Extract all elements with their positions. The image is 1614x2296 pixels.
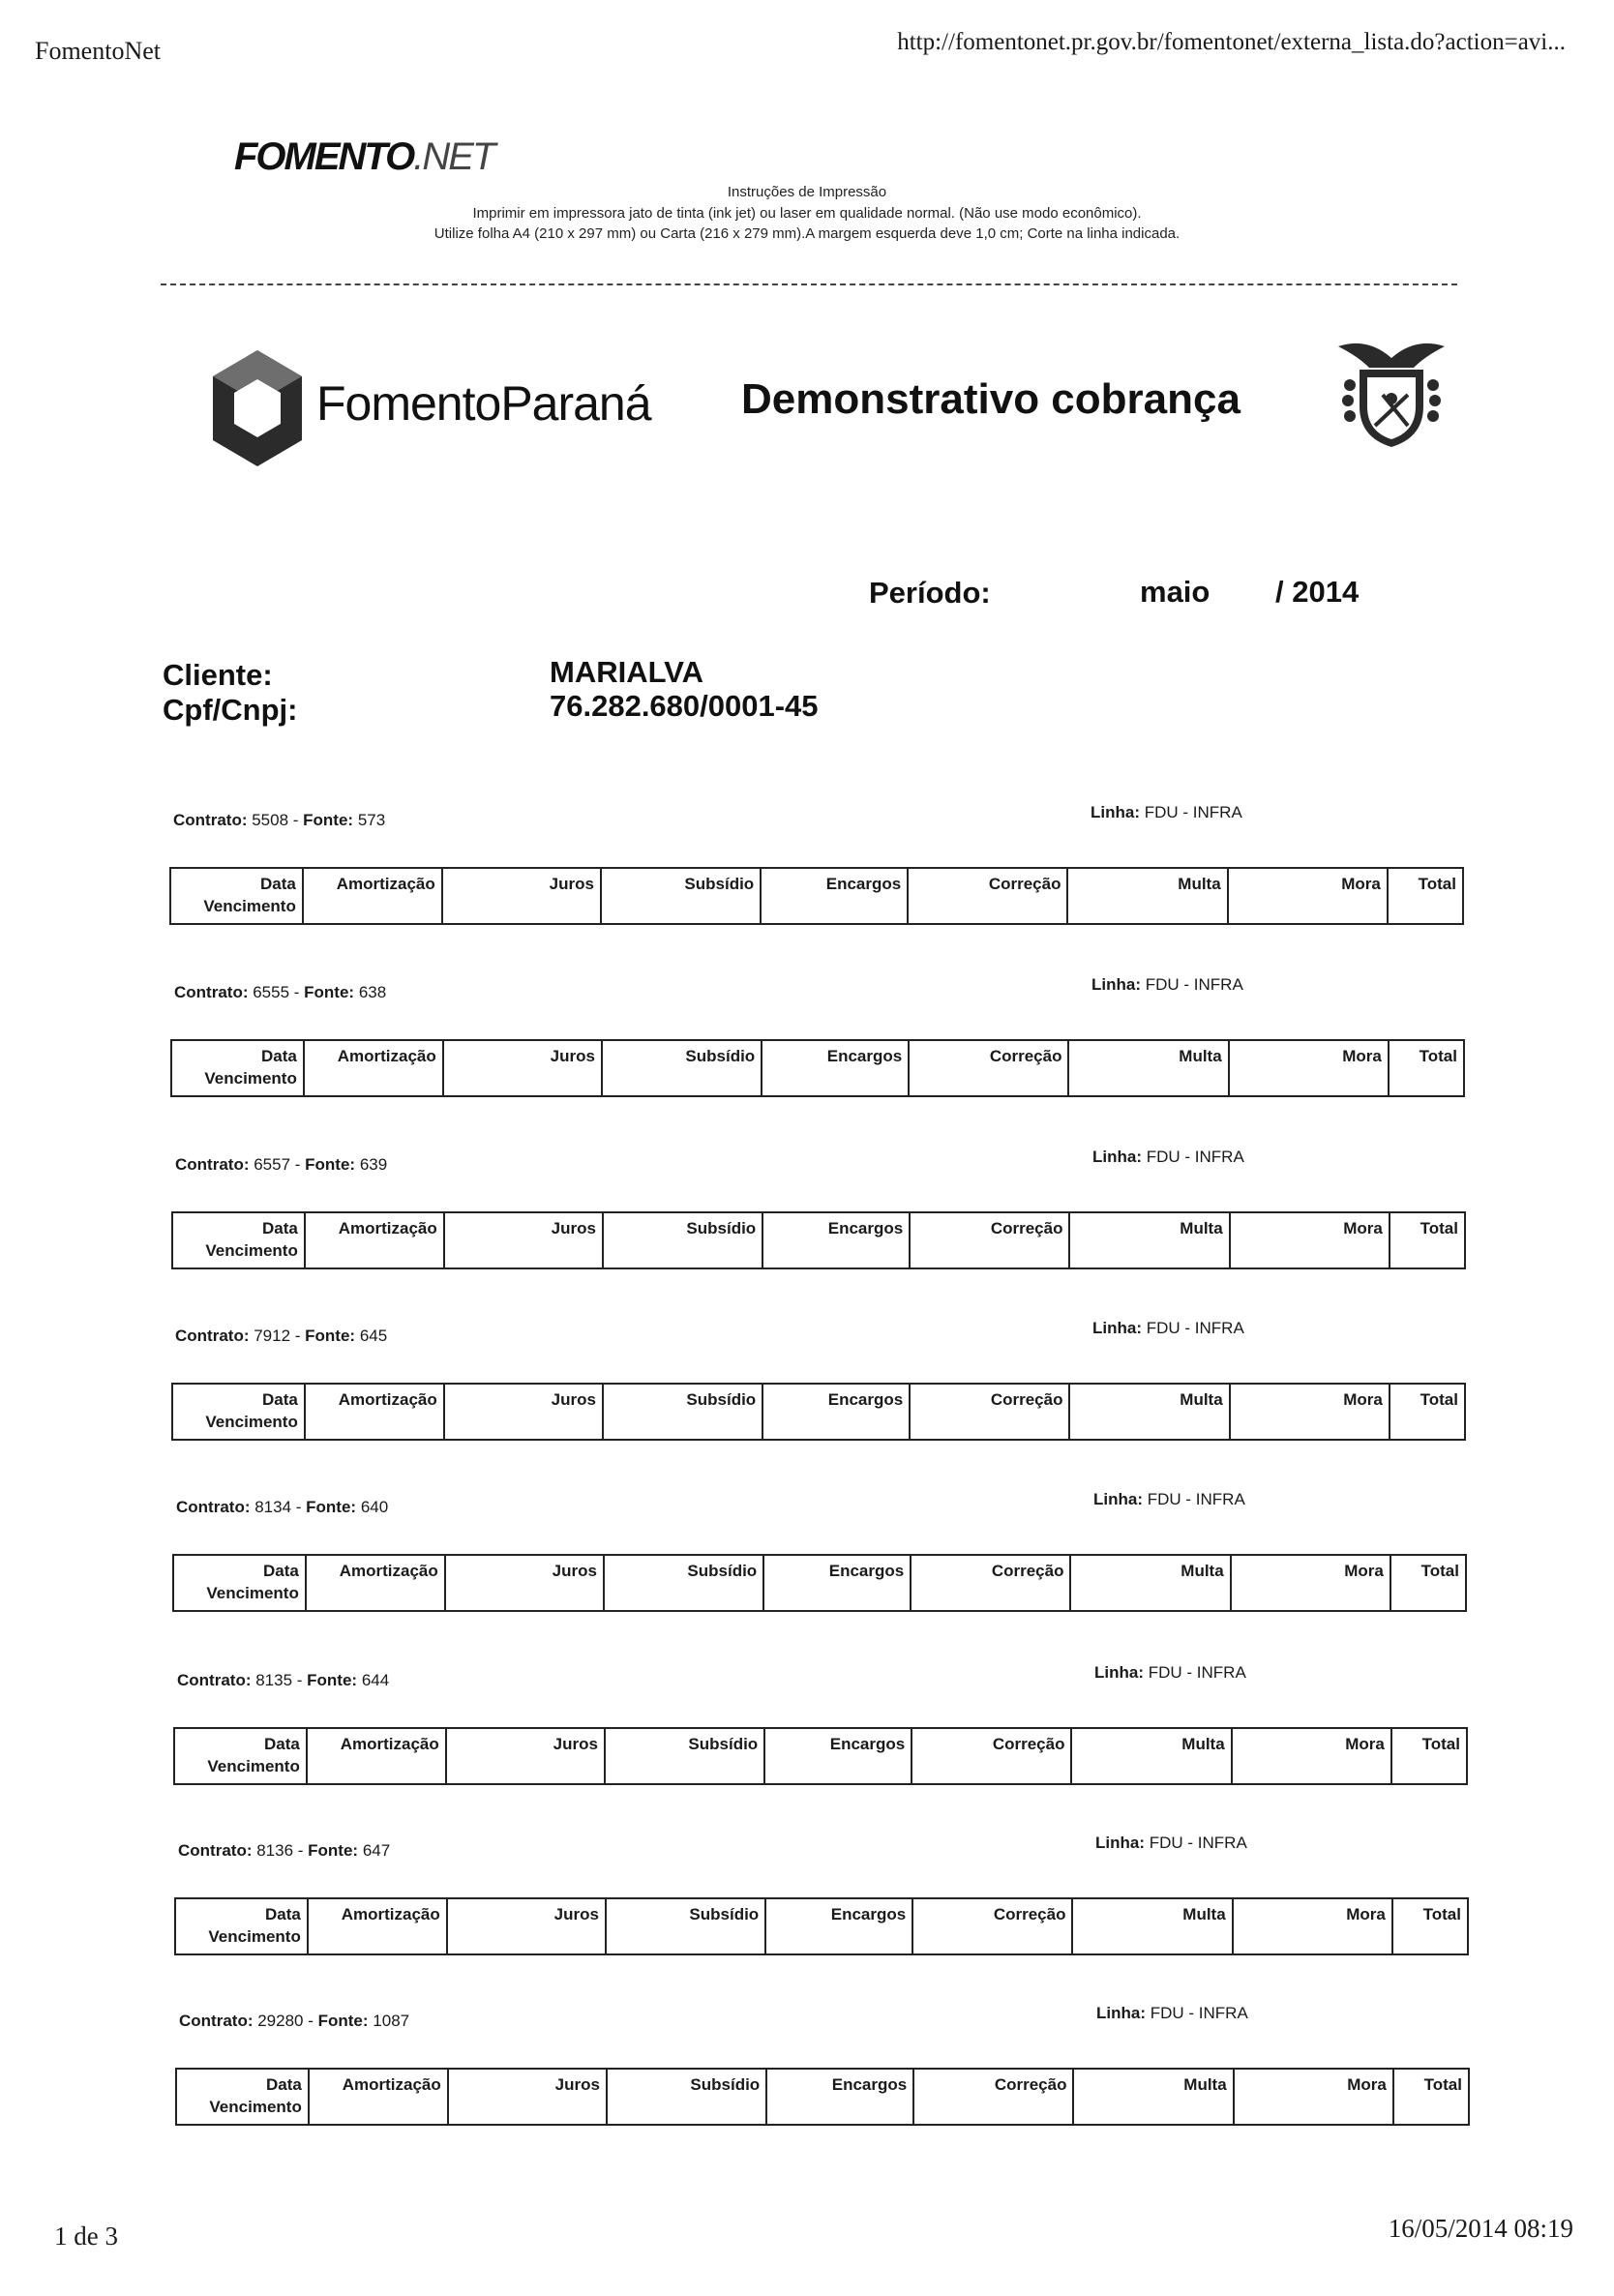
fonte-label: Fonte: (305, 1155, 356, 1174)
column-header: Correção (910, 1212, 1069, 1268)
logo-fomento-text: FOMENTO (234, 135, 414, 178)
contract-info: Contrato: 6557 - Fonte: 639 (175, 1155, 388, 1174)
fomento-net-logo (234, 135, 493, 179)
column-header: Amortização (305, 1212, 444, 1268)
contract-linha (1091, 803, 1242, 822)
brand-name: FomentoParaná (316, 376, 651, 431)
column-header: Subsídio (607, 2069, 766, 2125)
linha-value: FDU - INFRA (1145, 975, 1243, 994)
cut-line (161, 283, 1457, 285)
coat-of-arms-icon (1329, 337, 1454, 458)
column-header: Correção (912, 1728, 1071, 1784)
print-header-title: FomentoNet (35, 37, 161, 65)
column-header: Total (1419, 1047, 1457, 1065)
contract-block (175, 2004, 1477, 2166)
column-header: Subsídio (601, 868, 761, 924)
installments-table (173, 1727, 1468, 1785)
column-header: Multa (1071, 1728, 1231, 1784)
fomento-parana-logo-icon (209, 350, 306, 471)
column-header: Juros (447, 1898, 606, 1954)
column-header: Mora (1234, 2069, 1393, 2125)
column-header: Total (1420, 1219, 1458, 1237)
linha-label: Linha: (1092, 1148, 1142, 1166)
linha-label: Linha: (1092, 1319, 1142, 1337)
table-header-row (172, 1212, 1465, 1268)
client-cnpj: 76.282.680/0001-45 (550, 689, 819, 723)
contract-label: Contrato: (175, 1327, 250, 1345)
contract-label: Contrato: (177, 1671, 252, 1689)
linha-label: Linha: (1096, 2004, 1146, 2022)
installments-table (171, 1211, 1466, 1269)
contract-number: 6557 (254, 1155, 291, 1174)
contract-number: 8134 (254, 1498, 292, 1516)
contract-linha (1094, 1663, 1246, 1683)
contract-block (171, 1148, 1473, 1310)
linha-label: Linha: (1091, 975, 1141, 994)
contract-block (173, 1663, 1475, 1826)
column-header: Correção (911, 1555, 1070, 1611)
contract-number: 7912 (254, 1327, 291, 1345)
column-header: Subsídio (606, 1898, 765, 1954)
column-header: Amortização (306, 1555, 445, 1611)
instructions-line-1: Imprimir em impressora jato de tinta (ink jet) ou laser em qualidade normal. (Não use modo econômico). (472, 205, 1142, 222)
column-header: Total (1420, 1390, 1458, 1409)
column-header: Juros (446, 1728, 605, 1784)
column-header: Encargos (766, 2069, 913, 2125)
contract-linha (1091, 975, 1243, 995)
contract-linha (1092, 1148, 1244, 1167)
instructions-line-2: Utilize folha A4 (210 x 297 mm) ou Carta (216 x 279 mm).A margem esquerda deve 1,0 cm; Corte na linha indicada. (433, 225, 1181, 242)
column-header: Data Vencimento (172, 1384, 305, 1440)
period-label: Período: (869, 576, 991, 610)
fonte-label: Fonte: (306, 1498, 357, 1516)
contract-block (170, 975, 1472, 1138)
installments-table (175, 2068, 1470, 2126)
column-header: Total (1418, 875, 1456, 893)
logo-net-text: .NET (413, 135, 494, 178)
table-header-row (171, 1040, 1464, 1096)
contract-info: Contrato: 6555 - Fonte: 638 (174, 983, 387, 1001)
contract-label: Contrato: (174, 983, 249, 1001)
column-header: Multa (1067, 868, 1227, 924)
column-header: Amortização (303, 868, 442, 924)
column-header: Encargos (762, 1212, 910, 1268)
instructions-title: Instruções de Impressão (727, 184, 887, 200)
contract-info: Contrato: 29280 - Fonte: 1087 (179, 2012, 410, 2030)
column-header: Encargos (765, 1898, 912, 1954)
fonte-number: 640 (360, 1498, 389, 1516)
column-header: Mora (1228, 868, 1388, 924)
column-header: Amortização (309, 2069, 448, 2125)
column-header: Subsídio (604, 1555, 763, 1611)
contract-number: 8135 (255, 1671, 293, 1689)
column-header: Data Vencimento (173, 1555, 306, 1611)
column-header: Multa (1069, 1212, 1229, 1268)
print-timestamp: 16/05/2014 08:19 (1388, 2214, 1573, 2243)
fonte-number: 645 (359, 1327, 388, 1345)
period-year: / 2014 (1275, 575, 1360, 609)
column-header: Data Vencimento (174, 1728, 307, 1784)
contract-number: 29280 (257, 2012, 304, 2030)
column-header: Correção (909, 1040, 1068, 1096)
column-header: Amortização (307, 1728, 446, 1784)
contract-block (169, 803, 1471, 966)
column-header: Encargos (762, 1040, 909, 1096)
column-header: Total (1420, 1562, 1459, 1580)
column-header: Juros (448, 2069, 607, 2125)
column-header: Total (1422, 1905, 1461, 1923)
installments-table (172, 1554, 1467, 1612)
column-header: Subsídio (605, 1728, 764, 1784)
linha-value: FDU - INFRA (1146, 1148, 1244, 1166)
column-header: Juros (445, 1555, 604, 1611)
contract-label: Contrato: (179, 2012, 254, 2030)
table-header-row (173, 1555, 1466, 1611)
column-header: Juros (442, 868, 601, 924)
contract-number: 5508 (252, 811, 289, 829)
contract-number: 8136 (256, 1841, 294, 1860)
column-header: Mora (1232, 1728, 1391, 1784)
table-header-row (174, 1728, 1467, 1784)
installments-table (170, 1039, 1465, 1097)
contract-label: Contrato: (175, 1155, 250, 1174)
period-month: maio (1140, 575, 1210, 609)
contract-info: Contrato: 7912 - Fonte: 645 (175, 1327, 388, 1345)
contract-linha (1093, 1490, 1245, 1509)
column-header: Subsídio (603, 1212, 762, 1268)
contract-label: Contrato: (173, 811, 248, 829)
table-header-row (170, 868, 1463, 924)
fonte-number: 639 (359, 1155, 388, 1174)
contract-linha (1096, 2004, 1248, 2023)
column-header: Amortização (305, 1384, 444, 1440)
fonte-number: 573 (357, 811, 386, 829)
column-header: Multa (1073, 2069, 1233, 2125)
linha-value: FDU - INFRA (1150, 2004, 1248, 2022)
column-header: Correção (912, 1898, 1072, 1954)
table-header-row (176, 2069, 1469, 2125)
installments-table (171, 1383, 1466, 1441)
column-header: Mora (1229, 1040, 1389, 1096)
linha-label: Linha: (1091, 803, 1140, 821)
column-header: Mora (1230, 1384, 1390, 1440)
column-header: Encargos (761, 868, 908, 924)
contract-info: Contrato: 8134 - Fonte: 640 (176, 1498, 389, 1516)
linha-value: FDU - INFRA (1148, 1663, 1246, 1682)
table-header-row (172, 1384, 1465, 1440)
column-header: Subsídio (602, 1040, 762, 1096)
linha-value: FDU - INFRA (1149, 1834, 1247, 1852)
print-page-count: 1 de 3 (54, 2221, 118, 2251)
column-header: Data Vencimento (170, 868, 303, 924)
column-header: Amortização (304, 1040, 443, 1096)
column-header: Total (1421, 1735, 1460, 1753)
linha-value: FDU - INFRA (1147, 1490, 1245, 1508)
column-header: Correção (913, 2069, 1073, 2125)
contract-number: 6555 (253, 983, 290, 1001)
column-header: Multa (1068, 1040, 1228, 1096)
fonte-label: Fonte: (317, 2012, 369, 2030)
column-header: Data Vencimento (171, 1040, 304, 1096)
client-name: MARIALVA (550, 655, 703, 689)
linha-value: FDU - INFRA (1144, 803, 1242, 821)
contract-block (174, 1834, 1476, 1996)
column-header: Multa (1072, 1898, 1232, 1954)
fonte-number: 1087 (373, 2012, 410, 2030)
column-header: Data Vencimento (176, 2069, 309, 2125)
column-header: Correção (908, 868, 1067, 924)
column-header: Multa (1069, 1384, 1229, 1440)
fonte-number: 644 (361, 1671, 390, 1689)
column-header: Amortização (308, 1898, 447, 1954)
column-header: Encargos (764, 1728, 912, 1784)
contract-block (171, 1319, 1473, 1481)
column-header: Encargos (762, 1384, 910, 1440)
column-header: Mora (1231, 1555, 1390, 1611)
linha-label: Linha: (1095, 1834, 1145, 1852)
document-title: Demonstrativo cobrança (741, 375, 1240, 423)
contract-label: Contrato: (176, 1498, 251, 1516)
cpf-cnpj-label: Cpf/Cnpj: (163, 693, 298, 727)
print-header-url: http://fomentonet.pr.gov.br/fomentonet/externa_lista.do?action=avi... (897, 29, 1566, 55)
column-header: Juros (444, 1212, 603, 1268)
table-header-row (175, 1898, 1468, 1954)
fonte-label: Fonte: (304, 983, 355, 1001)
linha-value: FDU - INFRA (1146, 1319, 1244, 1337)
contract-label: Contrato: (178, 1841, 253, 1860)
column-header: Data Vencimento (175, 1898, 308, 1954)
installments-table (174, 1897, 1469, 1955)
fonte-number: 638 (358, 983, 387, 1001)
contract-linha (1095, 1834, 1247, 1853)
linha-label: Linha: (1093, 1490, 1143, 1508)
column-header: Correção (910, 1384, 1069, 1440)
client-label: Cliente: (163, 658, 273, 692)
column-header: Data Vencimento (172, 1212, 305, 1268)
column-header: Total (1423, 2075, 1462, 2094)
fonte-label: Fonte: (307, 1671, 358, 1689)
contract-info: Contrato: 5508 - Fonte: 573 (173, 811, 386, 829)
column-header: Multa (1070, 1555, 1230, 1611)
column-header: Encargos (763, 1555, 911, 1611)
fonte-label: Fonte: (305, 1327, 356, 1345)
linha-label: Linha: (1094, 1663, 1144, 1682)
column-header: Juros (444, 1384, 603, 1440)
column-header: Mora (1230, 1212, 1390, 1268)
fonte-label: Fonte: (303, 811, 354, 829)
contract-block (172, 1490, 1474, 1653)
fonte-number: 647 (362, 1841, 391, 1860)
column-header: Juros (443, 1040, 602, 1096)
contract-info: Contrato: 8135 - Fonte: 644 (177, 1671, 390, 1689)
installments-table (169, 867, 1464, 925)
fonte-label: Fonte: (308, 1841, 359, 1860)
contract-info: Contrato: 8136 - Fonte: 647 (178, 1841, 391, 1860)
column-header: Subsídio (603, 1384, 762, 1440)
contract-linha (1092, 1319, 1244, 1338)
column-header: Mora (1233, 1898, 1392, 1954)
